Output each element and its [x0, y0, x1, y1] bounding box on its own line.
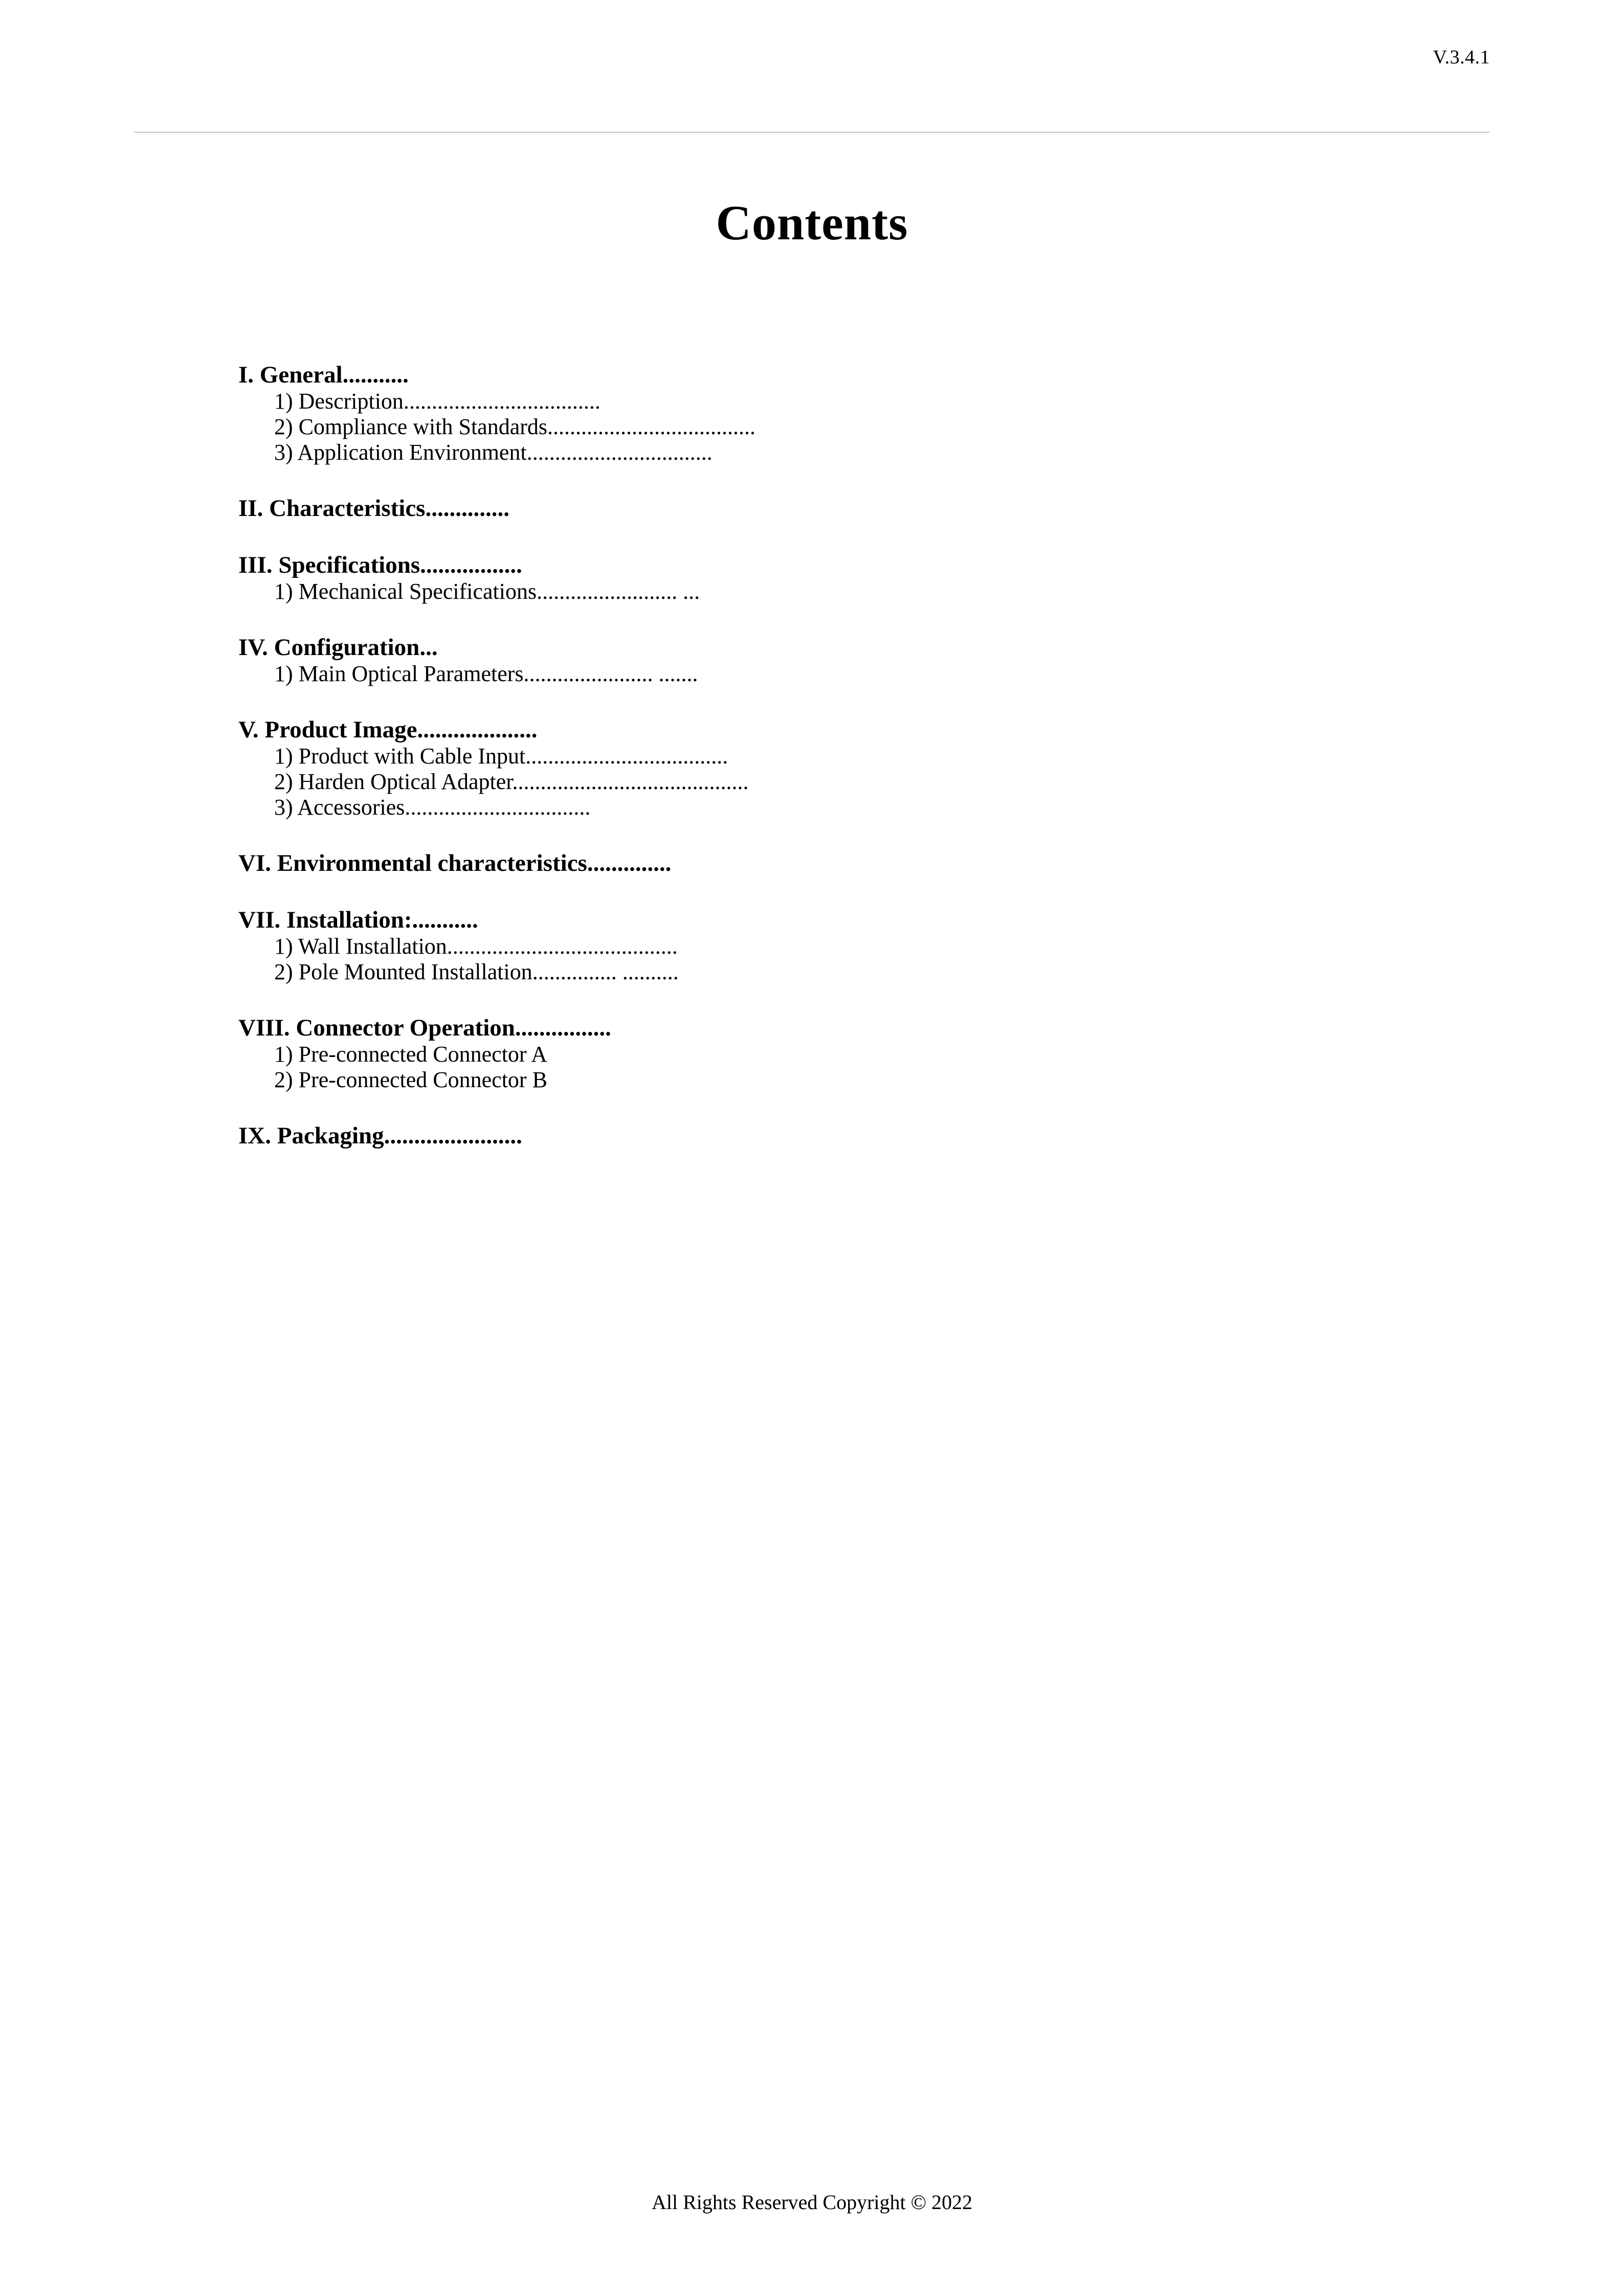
toc-heading[interactable]: IX. Packaging.......................: [238, 1122, 522, 1149]
toc-heading[interactable]: VII. Installation:...........: [238, 907, 478, 933]
section-spacer: [238, 606, 1364, 636]
toc-heading[interactable]: V. Product Image....................: [238, 716, 538, 743]
toc-section: [238, 1124, 1364, 1148]
toc-subitem[interactable]: 1) Pre-connected Connector A: [274, 1042, 547, 1067]
toc-section: [238, 636, 1364, 685]
toc-heading[interactable]: III. Specifications.................: [238, 552, 522, 578]
toc-heading[interactable]: VI. Environmental characteristics..............: [238, 850, 672, 876]
toc-subitem[interactable]: 2) Compliance with Standards.....................................: [274, 414, 756, 439]
section-spacer: [238, 1094, 1364, 1124]
toc-heading[interactable]: II. Characteristics..............: [238, 495, 509, 522]
toc-section: [238, 718, 1364, 819]
toc-subitem[interactable]: 3) Application Environment.................................: [274, 440, 713, 465]
toc-subitem[interactable]: 1) Wall Installation.........................................: [274, 934, 678, 959]
page-footer: All Rights Reserved Copyright © 2022: [651, 2191, 973, 2214]
table-of-contents: [238, 363, 1364, 1151]
toc-heading[interactable]: I. General...........: [238, 362, 409, 388]
toc-section: [238, 1016, 1364, 1091]
toc-section: [238, 553, 1364, 603]
toc-section: [238, 497, 1364, 521]
section-spacer: [238, 879, 1364, 908]
toc-section: [238, 363, 1364, 464]
section-spacer: [238, 688, 1364, 718]
toc-subitem[interactable]: 2) Pre-connected Connector B: [274, 1067, 547, 1092]
toc-subitem[interactable]: 3) Accessories.................................: [274, 795, 591, 820]
page-title: Contents: [716, 195, 908, 250]
toc-subitem[interactable]: 1) Product with Cable Input....................................: [274, 744, 728, 769]
toc-subitem[interactable]: 2) Harden Optical Adapter..........................................: [274, 769, 749, 794]
document-version: V.3.4.1: [1433, 47, 1490, 68]
toc-subitem[interactable]: 1) Description...................................: [274, 389, 600, 414]
section-spacer: [238, 524, 1364, 553]
toc-heading[interactable]: IV. Configuration...: [238, 634, 438, 661]
toc-heading[interactable]: VIII. Connector Operation................: [238, 1015, 611, 1041]
toc-section: [238, 851, 1364, 875]
toc-subitem[interactable]: 1) Mechanical Specifications......................... ...: [274, 579, 700, 604]
toc-subitem[interactable]: 2) Pole Mounted Installation............... ..........: [274, 959, 679, 984]
toc-subitem[interactable]: 1) Main Optical Parameters....................... .......: [274, 661, 698, 686]
section-spacer: [238, 986, 1364, 1016]
section-spacer: [238, 467, 1364, 497]
toc-section: [238, 908, 1364, 983]
section-spacer: [238, 822, 1364, 851]
